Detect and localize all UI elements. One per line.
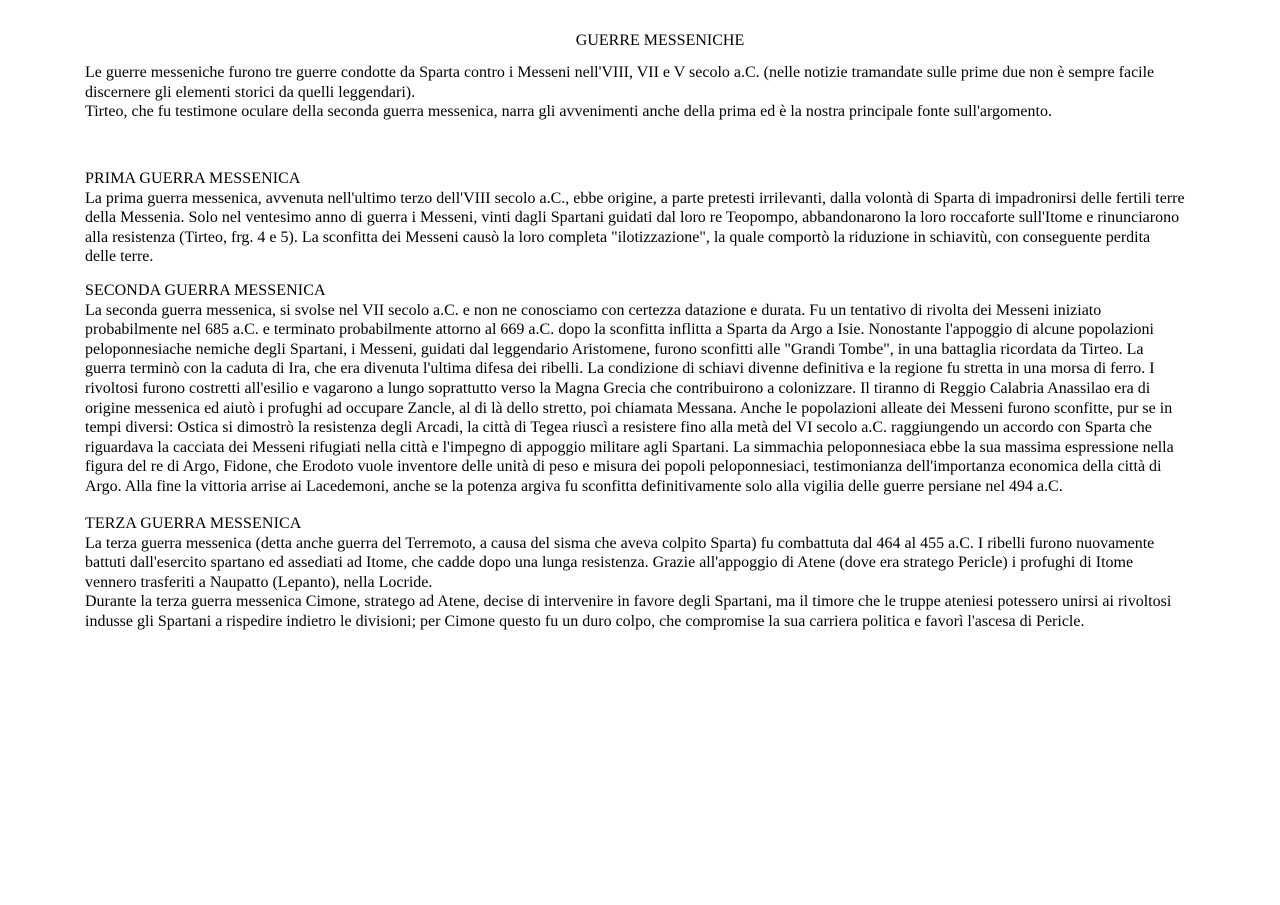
section-line: delle terre. [85, 248, 154, 266]
section-line: guerra terminò con la caduta di Ira, che era divenuta l'ultima difesa dei ribelli. La condizione di schiavi divenne definitiva e la regione fu stretta in una morsa di ferro. I [85, 360, 1155, 378]
section-line: tempi diversi: Ostica si dimostrò la resistenza degli Arcadi, la città di Tegea riuscì a resistere fino alla metà del VI secolo a.C. raggiungendo un accordo con Sparta che [85, 419, 1152, 437]
section-line: vennero trasferiti a Naupatto (Lepanto), nella Locride. [85, 573, 433, 591]
section-line: Durante la terza guerra messenica Cimone, stratego ad Atene, decise di intervenire in favore degli Spartani, ma il timore che le truppe ateniesi potessero unirsi ai rivoltosi [85, 593, 1172, 611]
section-heading: SECONDA GUERRA MESSENICA [85, 282, 326, 299]
section-line: La terza guerra messenica (detta anche guerra del Terremoto, a causa del sisma che aveva colpito Sparta) fu combattuta dal 464 al 455 a.C. I ribelli furono nuovamente [85, 534, 1155, 552]
document-title: GUERRE MESSENICHE [575, 32, 745, 49]
section-line: alla resistenza (Tirteo, frg. 4 e 5). La sconfitta dei Messeni causò la loro completa "ilotizzazione", la quale comportò la riduzione in schiavitù, con conseguente perdita [85, 228, 1151, 246]
section-line: indusse gli Spartani a rispedire indietro le divisioni; per Cimone questo fu un duro colpo, che compromise la sua carriera politica e favorì l'ascesa di Pericle. [85, 612, 1085, 630]
section-terza-guerra [85, 514, 1245, 632]
intro-line: Tirteo, che fu testimone oculare della seconda guerra messenica, narra gli avvenimenti anche della prima ed è la nostra principale fonte sull'argomento. [85, 103, 1052, 121]
section-line: Argo. Alla fine la vittoria arrise ai Lacedemoni, anche se la potenza argiva fu sconfitta definitivamente solo alla vigilia delle guerre persiane nel 494 a.C. [85, 477, 1063, 495]
section-prima-guerra [85, 169, 1245, 267]
section-heading: TERZA GUERRA MESSENICA [85, 515, 302, 532]
section-line: figura del re di Argo, Fidone, che Erodoto vuole inventore delle unità di peso e misura dei popoli peloponnesiaci, testimonianza dell'importanza economica della città di [85, 458, 1162, 476]
section-line: La seconda guerra messenica, si svolse nel VII secolo a.C. e non ne conosciamo con certezza datazione e durata. Fu un tentativo di rivolta dei Messeni iniziato [85, 301, 1102, 319]
section-seconda-guerra [85, 281, 1245, 497]
section-line: La prima guerra messenica, avvenuta nell'ultimo terzo dell'VIII secolo a.C., ebbe origine, a parte pretesti irrilevanti, dalla volontà di Sparta di impadronirsi delle fertili terre [85, 189, 1185, 207]
section-line: origine messenica ed aiutò i profughi ad occupare Zancle, al di là dello stretto, poi chiamata Messana. Anche le popolazioni alleate dei Messeni furono sconfitte, pur se in [85, 399, 1173, 417]
section-line: peloponnesiache nemiche degli Spartani, i Messeni, guidati dal leggendario Aristomene, furono sconfitti alle "Grandi Tombe", in una battaglia ricordata da Tirteo. La [85, 340, 1144, 358]
section-heading: PRIMA GUERRA MESSENICA [85, 170, 301, 187]
section-line: battuti dall'esercito spartano ed assediati ad Itome, che cadde dopo una lunga resistenza. Grazie all'appoggio di Atene (dove era stratego Pericle) i profughi di Itome [85, 554, 1134, 572]
section-line: riguardava la cacciata dei Messeni rifugiati nella città e l'impegno di appoggio militare agli Spartani. La simmachia peloponnesiaca ebbe la sua massima espressione nella [85, 438, 1174, 456]
intro-line: Le guerre messeniche furono tre guerre condotte da Sparta contro i Messeni nell'VIII, VII e V secolo a.C. (nelle notizie tramandate sulle prime due non è sempre facile [85, 64, 1155, 81]
section-line: rivoltosi furono costretti all'esilio e vagarono a lungo soprattutto verso la Magna Grecia che contribuirono a colonizzare. Il tiranno di Reggio Calabria Anassilao era di [85, 379, 1151, 397]
section-line: della Messenia. Solo nel ventesimo anno di guerra i Messeni, vinti dagli Spartani guidati dal loro re Teopompo, abbandonarono la loro roccaforte sull'Itome e rinunciarono [85, 209, 1180, 227]
intro-paragraph [85, 63, 1245, 122]
section-line: probabilmente nel 685 a.C. e terminato probabilmente attorno al 669 a.C. dopo la sconfitta inflitta a Sparta da Argo a Isie. Nonostante l'appoggio di alcune popolazioni [85, 321, 1154, 339]
intro-line: discernere gli elementi storici da quelli leggendari). [85, 83, 416, 101]
